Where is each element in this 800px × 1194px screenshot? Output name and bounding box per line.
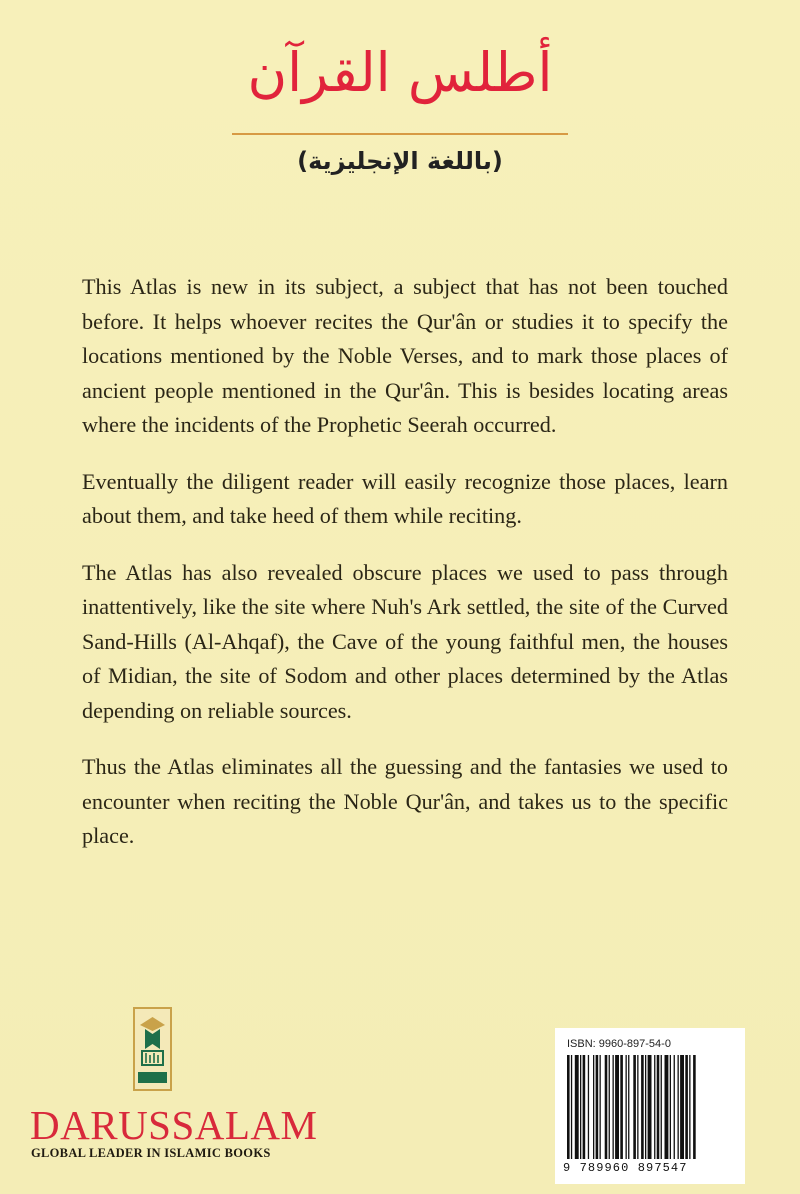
barcode-bar [645, 1055, 646, 1159]
barcode-bar [588, 1055, 589, 1159]
barcode-bar [641, 1055, 644, 1159]
arabic-subtitle: (باللغة الإنجليزية) [297, 147, 503, 175]
description-text [82, 270, 728, 876]
barcode-bar [648, 1055, 652, 1159]
barcode-bar [615, 1055, 619, 1159]
publisher-logo [133, 1007, 172, 1091]
barcode-bars [565, 1055, 737, 1163]
publisher-tagline: GLOBAL LEADER IN ISLAMIC BOOKS [31, 1146, 271, 1160]
barcode-bar [605, 1055, 608, 1159]
description-paragraph: Eventually the diligent reader will easily recognize those places, learn about them, and take heed of them while reciting. [82, 468, 728, 528]
barcode-bar [654, 1055, 655, 1159]
barcode-bar [670, 1055, 671, 1159]
title-divider [232, 133, 568, 135]
barcode-bar [633, 1055, 636, 1159]
publisher-name: DARUSSALAM [30, 1102, 318, 1148]
barcode-bar [661, 1055, 662, 1159]
barcode-bar [628, 1055, 629, 1159]
barcode-bar [693, 1055, 696, 1159]
barcode-bar [600, 1055, 601, 1159]
isbn-label: ISBN: 9960-897-54-0 [567, 1038, 671, 1050]
arabic-title: أطلس القرآن [247, 41, 553, 104]
barcode-bar [678, 1055, 679, 1159]
barcode-bar [596, 1055, 599, 1159]
barcode-bar [575, 1055, 579, 1159]
barcode-bar [567, 1055, 570, 1159]
barcode-bar [657, 1055, 660, 1159]
barcode-bar [626, 1055, 627, 1159]
barcode-panel [555, 1028, 745, 1184]
barcode-bar [637, 1055, 638, 1159]
barcode-bar [571, 1055, 572, 1159]
barcode-bar [583, 1055, 586, 1159]
barcode-bar [620, 1055, 623, 1159]
barcode-bar [674, 1055, 675, 1159]
description-paragraph: Thus the Atlas eliminates all the guessing and the fantasies we used to encounter when reciting the Noble Qur'ân, and takes us to the specific place. [82, 754, 728, 848]
barcode-bar [689, 1055, 690, 1159]
barcode-bar [680, 1055, 684, 1159]
barcode-bar [609, 1055, 610, 1159]
barcode-bar [613, 1055, 614, 1159]
description-paragraph: This Atlas is new in its subject, a subject that has not been touched before. It helps whoever recites the Qur'ân or studies it to specify the locations mentioned by the Noble Verses, and to mark those places of ancient people mentioned in the Qur'ân. This is besides locating areas where the incidents of the Prophetic Seerah occurred. [82, 274, 728, 437]
book-stand-icon [135, 1009, 170, 1089]
barcode-bar [580, 1055, 581, 1159]
barcode-bar [593, 1055, 594, 1159]
barcode-bar [665, 1055, 669, 1159]
ean-digits: 9 789960 897547 [563, 1161, 688, 1175]
description-paragraph: The Atlas has also revealed obscure places we used to pass through inattentively, like the site where Nuh's Ark settled, the site of the Curved Sand-Hills (Al-Ahqaf), the Cave of the young faithful men, the houses of Midian, the site of Sodom and other places determined by the Atlas depending on reliable sources. [82, 559, 728, 723]
barcode-bar [685, 1055, 688, 1159]
